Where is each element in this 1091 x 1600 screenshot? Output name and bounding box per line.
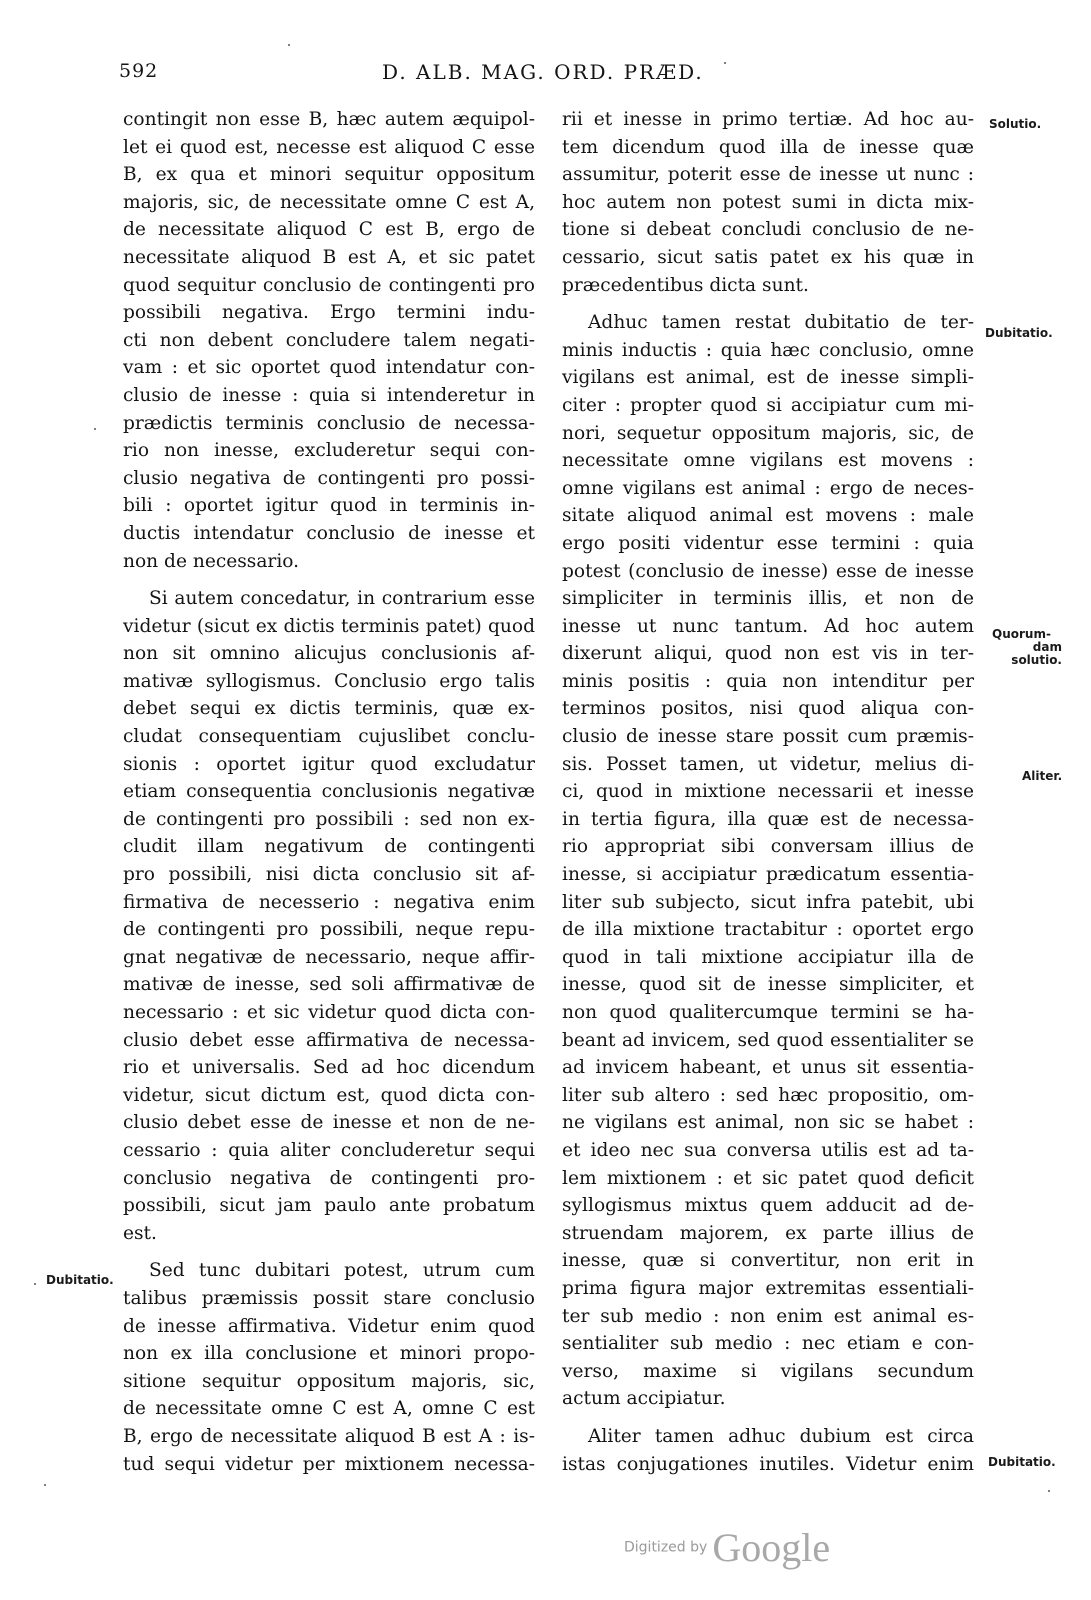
text-line: Aliter tamen adhuc dubium est circa bbox=[588, 1425, 974, 1447]
text-line: sionis : oportet igitur quod excludatur bbox=[123, 753, 535, 775]
text-line: sitate aliquod animal est movens : male bbox=[562, 505, 974, 527]
paragraph bbox=[562, 309, 974, 1413]
text-line: minis inductis : quia hæc conclusio, omne bbox=[562, 339, 974, 361]
text-line: et ideo nec sua conversa utilis est ad ta- bbox=[562, 1139, 974, 1161]
margin-note-quorumdam-line1: Quorum- bbox=[992, 627, 1051, 641]
scan-speck bbox=[34, 1283, 36, 1285]
text-line: citer : propter quod si accipiatur cum mi- bbox=[562, 394, 974, 416]
text-line: inesse, si accipiatur prædicatum essentia- bbox=[562, 864, 974, 886]
text-line: quod sequitur conclusio de contingenti pro bbox=[123, 274, 535, 296]
text-line: rio appropriat sibi conversam illius de bbox=[562, 836, 974, 858]
text-line: conclusio negativa de contingenti pro- bbox=[123, 1167, 535, 1189]
margin-note-aliter: Aliter. bbox=[1022, 769, 1063, 783]
text-line: ad invicem habeant, et unus sit essentia- bbox=[562, 1057, 974, 1079]
right-column bbox=[562, 106, 974, 1478]
paragraph bbox=[123, 106, 535, 575]
text-line: mativæ de inesse, sed soli affirmativæ de bbox=[123, 974, 535, 996]
text-line: let ei quod est, necesse est aliquod C esse bbox=[123, 136, 535, 158]
text-line: Sed tunc dubitari potest, utrum cum bbox=[149, 1260, 535, 1282]
text-line: sentialiter sub medio : nec etiam e con- bbox=[562, 1333, 974, 1355]
text-line: tem dicendum quod illa de inesse quæ bbox=[562, 136, 974, 158]
text-line: hoc autem non potest sumi in dicta mix- bbox=[562, 191, 974, 213]
text-line: sis. Posset tamen, ut videtur, melius di- bbox=[562, 753, 974, 775]
text-line: ergo positi videntur esse termini : quia bbox=[562, 532, 974, 554]
text-line: etiam consequentia conclusionis negativæ bbox=[123, 781, 535, 803]
text-line: præcedentibus dicta sunt. bbox=[562, 274, 809, 296]
text-line: inesse, quæ si convertitur, non erit in bbox=[562, 1250, 974, 1272]
text-line: vigilans est animal, est de inesse simpli- bbox=[562, 367, 974, 389]
text-line: de inesse affirmativa. Videtur enim quod bbox=[123, 1315, 535, 1337]
text-line: gnat negativæ de necessario, neque affir- bbox=[123, 946, 535, 968]
text-line: simpliciter in terminis illis, et non de bbox=[562, 588, 974, 610]
text-line: majoris, sic, de necessitate omne C est A, bbox=[123, 191, 535, 213]
text-line: necessario : et sic videtur quod dicta con- bbox=[123, 1002, 535, 1023]
text-line: clusio debet esse affirmativa de necessa- bbox=[123, 1029, 535, 1051]
text-line: Adhuc tamen restat dubitatio de ter- bbox=[588, 312, 974, 334]
scan-speck bbox=[288, 44, 290, 46]
text-line: non sit omnino alicujus conclusionis af- bbox=[123, 643, 535, 665]
text-line: assumitur, poterit esse de inesse ut nunc : bbox=[562, 164, 974, 186]
text-line: videtur, sicut dictum est, quod dicta con- bbox=[123, 1084, 535, 1106]
scan-speck bbox=[44, 1484, 46, 1486]
text-line: debet sequi ex dictis terminis, quæ ex- bbox=[123, 698, 535, 720]
scan-speck bbox=[724, 62, 726, 64]
text-line: omne vigilans est animal : ergo de neces- bbox=[562, 477, 974, 499]
text-line: non de necessario. bbox=[123, 550, 300, 572]
text-line: inesse ut nunc tantum. Ad hoc autem bbox=[562, 615, 974, 637]
text-line: cludat consequentiam cujuslibet conclu- bbox=[123, 726, 535, 748]
text-line: non ex illa conclusione et minori propo- bbox=[123, 1343, 535, 1365]
text-line: prædictis terminis conclusio de necessa- bbox=[123, 412, 535, 434]
margin-note-quorumdam-line2: dam solutio. bbox=[1011, 640, 1062, 667]
text-line: non quod qualitercumque termini se ha- bbox=[562, 1002, 974, 1023]
page-number: 592 bbox=[119, 60, 159, 82]
text-line: inesse, quod sit de inesse simpliciter, et bbox=[562, 974, 974, 996]
text-line: nori, sequetur oppositum majoris, sic, de bbox=[562, 422, 974, 444]
text-line: ductis intendatur conclusio de inesse et bbox=[123, 522, 535, 544]
text-line: syllogismus mixtus quem adducit ad de- bbox=[562, 1195, 974, 1217]
margin-note-dubitatio-2: Dubitatio. bbox=[988, 1455, 1056, 1469]
text-line: mativæ syllogismus. Conclusio ergo talis bbox=[123, 670, 535, 692]
text-line: in tertia figura, illa quæ est de necessa- bbox=[562, 808, 974, 830]
text-line: necessitate omne vigilans est movens : bbox=[562, 450, 974, 472]
paragraph bbox=[562, 1423, 974, 1478]
text-line: cludit illam negativum de contingenti bbox=[123, 836, 535, 858]
text-line: ter sub medio : non enim est animal es- bbox=[562, 1305, 974, 1327]
text-line: de contingenti pro possibili : sed non ex- bbox=[123, 808, 535, 830]
text-line: de necessitate aliquod C est B, ergo de bbox=[123, 219, 535, 241]
text-line: istas conjugationes inutiles. Videtur enim bbox=[562, 1453, 974, 1475]
text-line: sitione sequitur oppositum majoris, sic, bbox=[123, 1370, 535, 1392]
text-line: necessitate aliquod B est A, et sic patet bbox=[123, 246, 535, 268]
text-line: liter sub subjecto, sicut infra patebit, ubi bbox=[562, 891, 974, 913]
running-head: D. ALB. MAG. ORD. PRÆD. bbox=[382, 60, 704, 84]
digitized-watermark bbox=[624, 1524, 830, 1571]
paragraph bbox=[562, 106, 974, 299]
text-line: minis positis : quia non intenditur per bbox=[562, 670, 974, 692]
text-line: talibus præmissis possit stare conclusio bbox=[123, 1287, 535, 1309]
text-line: rii et inesse in primo tertiæ. Ad hoc au- bbox=[562, 109, 974, 130]
text-line: firmativa de necesserio : negativa enim bbox=[123, 891, 535, 913]
text-line: de necessitate omne C est A, omne C est bbox=[123, 1398, 535, 1420]
text-line: cessario : quia aliter concluderetur sequi bbox=[123, 1139, 535, 1161]
text-line: clusio debet esse de inesse et non de ne- bbox=[123, 1112, 535, 1134]
text-line: actum accipiatur. bbox=[562, 1388, 726, 1410]
text-line: clusio negativa de contingenti pro possi- bbox=[123, 467, 535, 489]
margin-note-solutio: Solutio. bbox=[989, 117, 1042, 131]
text-line: clusio de inesse stare possit cum præmis- bbox=[562, 726, 974, 748]
text-line: B, ergo de necessitate aliquod B est A : is- bbox=[123, 1425, 535, 1447]
text-line: bili : oportet igitur quod in terminis in- bbox=[123, 495, 535, 517]
left-column bbox=[123, 106, 535, 1478]
margin-note-dubitatio: Dubitatio. bbox=[985, 326, 1053, 340]
text-line: videtur (sicut ex dictis terminis patet) quod bbox=[123, 615, 535, 637]
text-line: ne vigilans est animal, non sic se habet : bbox=[562, 1112, 974, 1134]
text-line: de contingenti pro possibili, neque repu- bbox=[123, 919, 535, 941]
watermark-brand: Google bbox=[712, 1525, 831, 1570]
text-line: tione si debeat concludi conclusio de ne- bbox=[562, 219, 974, 241]
margin-note-dubitatio-left: Dubitatio. bbox=[46, 1273, 114, 1287]
text-line: struendam majorem, ex parte illius de bbox=[562, 1222, 974, 1244]
text-line: verso, maxime si vigilans secundum bbox=[562, 1360, 974, 1382]
text-line: rio et universalis. Sed ad hoc dicendum bbox=[123, 1057, 535, 1079]
text-line: vam : et sic oportet quod intendatur con- bbox=[123, 357, 535, 379]
text-line: de illa mixtione tractabitur : oportet ergo bbox=[562, 919, 974, 941]
text-line: ci, quod in mixtione necessarii et inesse bbox=[562, 781, 974, 803]
text-line: liter sub altero : sed hæc propositio, om- bbox=[562, 1084, 974, 1106]
scan-speck bbox=[1048, 1490, 1050, 1492]
watermark-prefix: Digitized by bbox=[624, 1539, 708, 1556]
paragraph bbox=[123, 585, 535, 1247]
text-line: terminos positos, nisi quod aliqua con- bbox=[562, 698, 974, 720]
text-line: possibili negativa. Ergo termini indu- bbox=[123, 302, 535, 324]
text-line: B, ex qua et minori sequitur oppositum bbox=[123, 164, 535, 186]
text-line: lem mixtionem : et sic patet quod deficit bbox=[562, 1167, 974, 1189]
text-line: potest (conclusio de inesse) esse de inesse bbox=[562, 560, 974, 582]
text-line: dixerunt aliqui, quod non est vis in ter- bbox=[562, 643, 974, 665]
text-line: clusio de inesse : quia si intenderetur in bbox=[123, 384, 535, 406]
text-line: contingit non esse B, hæc autem æquipol- bbox=[123, 109, 535, 130]
text-line: cti non debent concludere talem negati- bbox=[123, 329, 535, 351]
text-line: pro possibili, nisi dicta conclusio sit af- bbox=[123, 864, 535, 886]
margin-note-quorumdam bbox=[988, 628, 1062, 667]
text-line: Si autem concedatur, in contrarium esse bbox=[149, 588, 535, 610]
text-line: quod in tali mixtione accipiatur illa de bbox=[562, 946, 974, 968]
text-line: rio non inesse, excluderetur sequi con- bbox=[123, 440, 535, 462]
text-line: possibili, sicut jam paulo ante probatum bbox=[123, 1195, 535, 1217]
text-line: cessario, sicut satis patet ex his quæ in bbox=[562, 246, 974, 268]
text-line: tud sequi videtur per mixtionem necessa- bbox=[123, 1453, 535, 1475]
scan-speck bbox=[94, 428, 96, 430]
text-line: beant ad invicem, sed quod essentialiter se bbox=[562, 1029, 974, 1051]
text-line: prima figura major extremitas essentiali- bbox=[562, 1277, 974, 1299]
paragraph bbox=[123, 1257, 535, 1478]
text-line: est. bbox=[123, 1222, 157, 1244]
